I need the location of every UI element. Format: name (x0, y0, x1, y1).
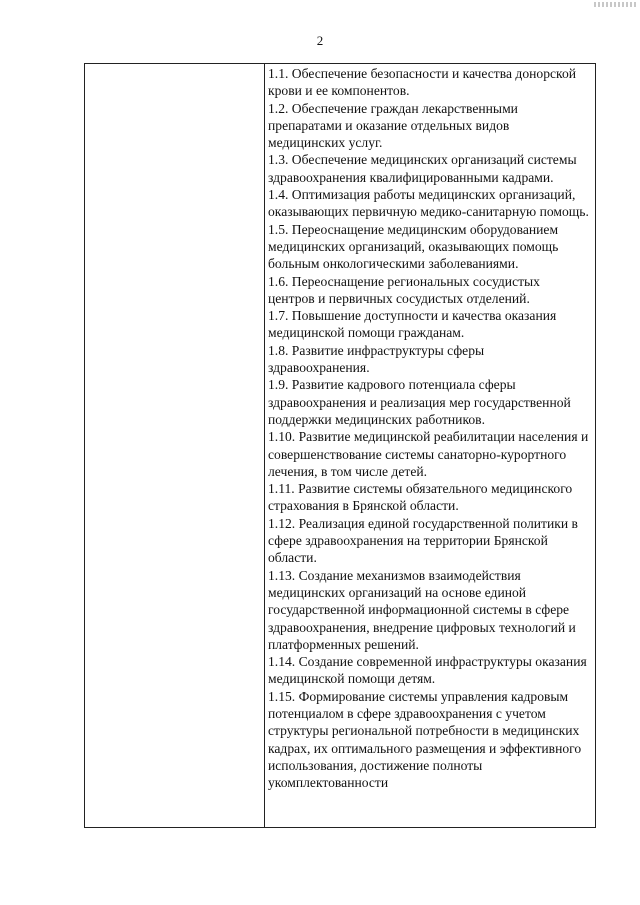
page-number: 2 (316, 33, 324, 48)
list-item: 1.13. Создание механизмов взаимодействия медицинских организаций на основе единой государственной информационной системы в сфере здравоохранения, внедрение цифровых технологий и платформенных решений. (268, 567, 576, 652)
scan-artifact (594, 2, 636, 7)
list-item: 1.6. Переоснащение региональных сосудистых центров и первичных сосудистых отделений. (268, 273, 540, 306)
table-left-cell (85, 64, 265, 827)
list-item: 1.14. Создание современной инфраструктуры оказания медицинской помощи детям. (268, 654, 587, 687)
list-item: 1.1. Обеспечение безопасности и качества донорской крови и ее компонентов. (268, 66, 577, 99)
list-item: 1.7. Повышение доступности и качества оказания медицинской помощи гражданам. (268, 308, 557, 341)
content-table (84, 63, 596, 828)
list-item: 1.12. Реализация единой государственной политики в сфере здравоохранения на территории Брянской области. (268, 515, 578, 566)
list-item: 1.8. Развитие инфраструктуры сферы здравоохранения. (268, 342, 485, 376)
list-item: 1.2. Обеспечение граждан лекарственными препаратами и оказание отдельных видов медицинских услуг. (268, 100, 518, 151)
list-item: 1.3. Обеспечение медицинских организаций системы здравоохранения квалифицированными кадрами. (268, 152, 577, 185)
list-item: 1.10. Развитие медицинской реабилитации населения и совершенствование системы санаторно-курортного лечения, в том числе детей. (268, 429, 589, 479)
list-item: 1.9. Развитие кадрового потенциала сферы здравоохранения и реализация мер государственной поддержки медицинских работников. (268, 377, 571, 427)
list-item: 1.15. Формирование системы управления кадровым потенциалом в сфере здравоохранения с учетом структуры региональной потребности в медицинских кадрах, их оптимального размещения и эффективного использования, достижение полноты укомплектованности (268, 688, 582, 791)
list-item: 1.5. Переоснащение медицинским оборудованием медицинских организаций, оказывающих помощь больным онкологическими заболеваниями. (268, 221, 559, 272)
table-right-cell (265, 64, 595, 827)
list-item: 1.4. Оптимизация работы медицинских организаций, оказывающих первичную медико-санитарную помощь. (268, 187, 589, 220)
list-item: 1.11. Развитие системы обязательного медицинского страхования в Брянской области. (268, 481, 573, 514)
